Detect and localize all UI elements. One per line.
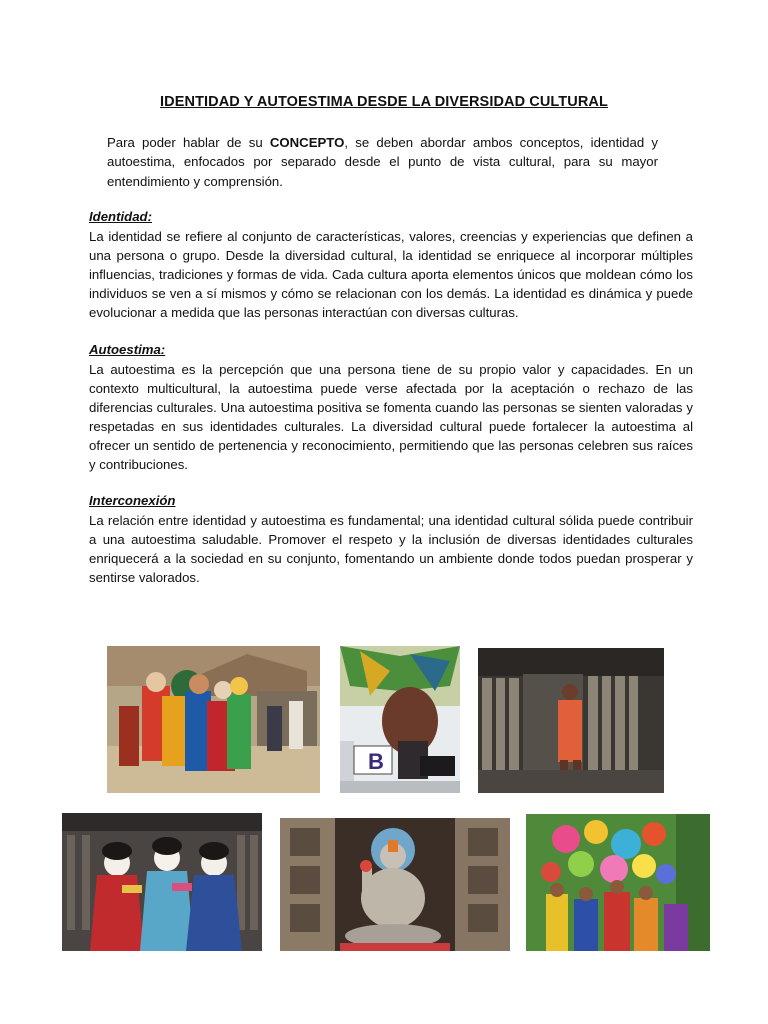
section-heading-autoestima: Autoestima: — [89, 342, 166, 357]
festival-dancers-photo — [107, 646, 320, 793]
sadhu-photo — [280, 818, 510, 951]
man-in-wooden-hut-photo — [478, 648, 664, 793]
intro-text-start: Para poder hablar de su — [107, 135, 270, 150]
section-body-autoestima: La autoestima es la percepción que una persona tiene de su propio valor y capacidades. En un contexto multicultural, la autoestima puede verse afectada por la aceptación o rechazo de las diferencias culturales. Una autoestima positiva se fomenta cuando las personas se sienten valoradas y respetadas en sus identidades culturales. La diversidad cultural puede fortalecer la autoestima al ofrecer un sentido de pertenencia y reconocimiento, permitiendo que las personas celebren sus raíces y contribuciones. — [89, 362, 693, 473]
section-heading-identidad: Identidad: — [89, 209, 153, 224]
section-heading-interconexion: Interconexión — [89, 493, 176, 508]
feathered-dancer-photo — [340, 646, 460, 793]
intro-bold-concepto: CONCEPTO — [269, 135, 345, 150]
intro-text-end: , se deben abordar ambos conceptos, identidad y autoestima, enfocados por separado desde el punto de vista cultural, para su mayor entendimiento y comprensión. — [107, 135, 658, 189]
section-body-interconexion: La relación entre identidad y autoestima es fundamental; una identidad cultural sólida puede contribuir a una autoestima saludable. Promover el respeto y la inclusión de diversas identidades culturales enriquecerá a la sociedad en su conjunto, fomentando un ambiente donde todos puedan prosperar y sentirse valorados. — [89, 513, 693, 586]
intro-paragraph — [107, 133, 658, 191]
page-title: IDENTIDAD Y AUTOESTIMA DESDE LA DIVERSIDAD CULTURAL — [160, 94, 608, 110]
colorful-festival-photo — [526, 814, 710, 951]
section-body-identidad: La identidad se refiere al conjunto de características, valores, creencias y experiencias que definen a una persona o grupo. Desde la diversidad cultural, la identidad se enriquece al incorporar múltiples influencias, tradiciones y formas de vida. Cada cultura aporta elementos únicos que moldean cómo los individuos se ven a sí mismos y cómo se relacionan con los demás. La identidad es dinámica y puede evolucionar a medida que las personas interactúan con diversas culturas. — [89, 229, 693, 321]
sign-letter-b: B — [368, 749, 384, 774]
geishas-photo — [62, 813, 262, 951]
